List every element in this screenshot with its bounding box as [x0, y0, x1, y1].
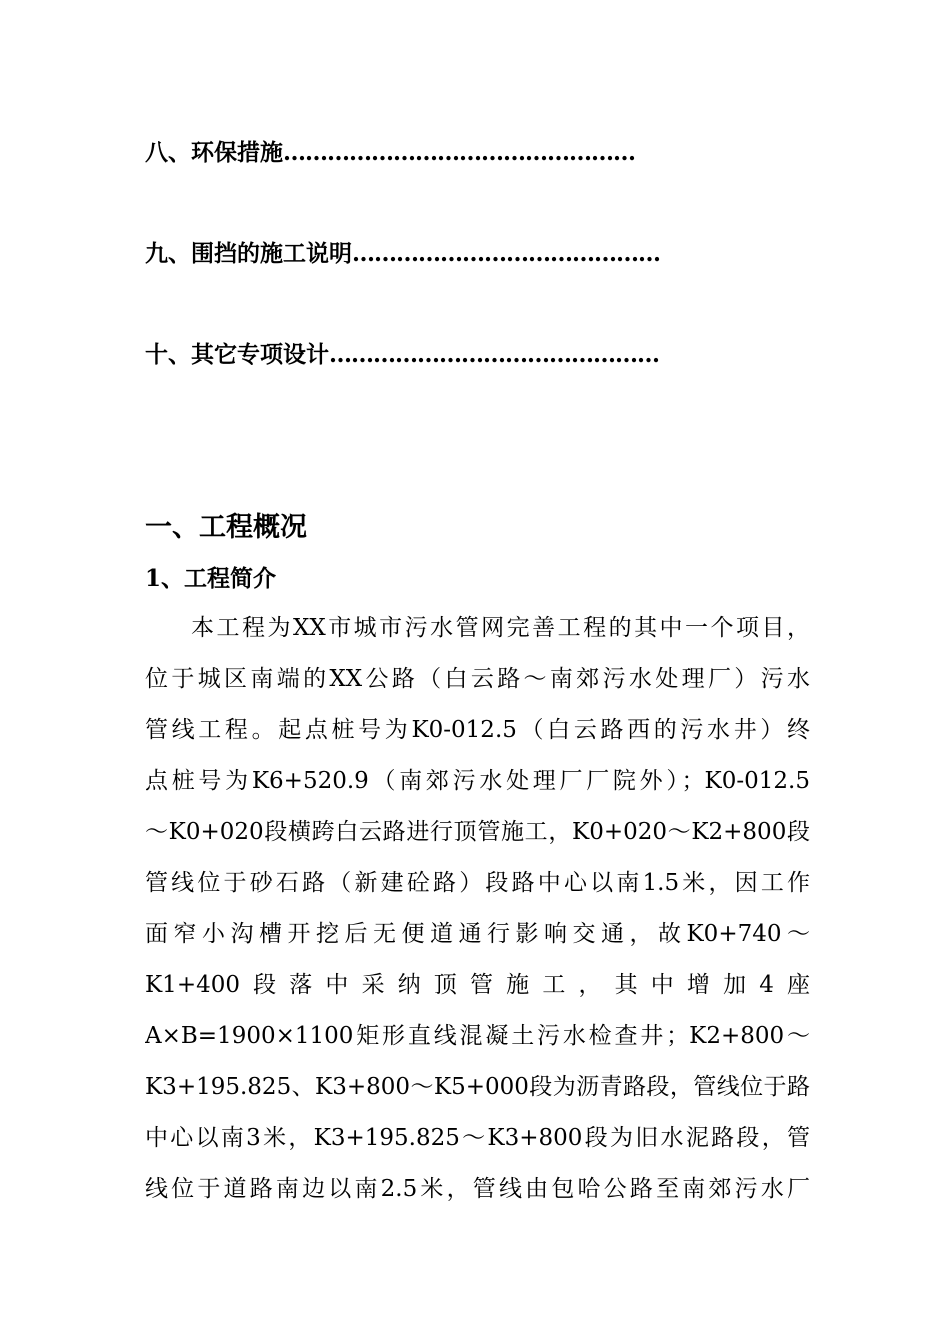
paragraph-line: 位于城区南端的XX公路（白云路～南郊污水处理厂）污水 [145, 666, 810, 692]
toc-entry-other-special-design [145, 336, 659, 369]
toc-entry-label: 八、环保措施 [145, 139, 283, 166]
subsection-heading: 1、工程简介 [145, 565, 277, 592]
paragraph-line: 本工程为XX市城市污水管网完善工程的其中一个项目， [191, 615, 810, 641]
paragraph-line: 管线位于砂石路（新建砼路）段路中心以南1.5米，因工作 [145, 870, 810, 896]
toc-entry-environmental-measures [145, 134, 635, 167]
paragraph-line: K1+400段落中采纳顶管施工，其中增加4座 [145, 972, 810, 998]
paragraph-line: K3+195.825、K3+800～K5+000段为沥青路段，管线位于路 [145, 1074, 810, 1100]
body-paragraph [145, 603, 810, 1215]
toc-entry-label: 九、围挡的施工说明 [145, 240, 352, 267]
paragraph-line: 中心以南3米，K3+195.825～K3+800段为旧水泥路段，管 [145, 1125, 810, 1151]
toc-entry-label: 十、其它专项设计 [145, 341, 329, 368]
toc-leader-dots: ……………………………………… [329, 341, 659, 368]
toc-entry-hoarding-construction [145, 235, 660, 268]
section-heading: 一、工程概况 [145, 512, 307, 543]
paragraph-line: ～K0+020段横跨白云路进行顶管施工，K0+020～K2+800段 [145, 819, 810, 845]
paragraph-line: A×B=1900×1100矩形直线混凝土污水检查井；K2+800～ [145, 1023, 810, 1049]
toc-leader-dots: …………………………………… [352, 240, 660, 267]
paragraph-line: 管线工程。起点桩号为K0-012.5（白云路西的污水井）终 [145, 717, 810, 743]
paragraph-line: 面窄小沟槽开挖后无便道通行影响交通，故K0+740～ [145, 921, 810, 947]
paragraph-line: 点桩号为K6+520.9（南郊污水处理厂厂院外）；K0-012.5 [145, 768, 810, 794]
paragraph-line: 线位于道路南边以南2.5米，管线由包哈公路至南郊污水厂 [145, 1176, 810, 1202]
toc-leader-dots: ………………………………………… [283, 139, 635, 166]
